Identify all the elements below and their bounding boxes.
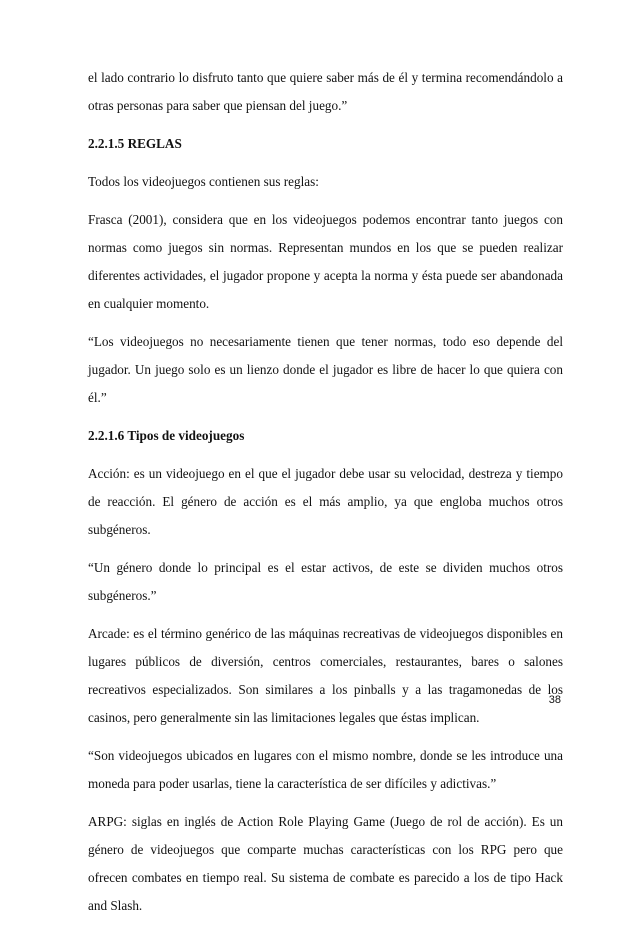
- page-number: 38: [548, 694, 561, 706]
- page-body: [88, 64, 563, 930]
- paragraph-frasca: Frasca (2001), considera que en los videojuegos podemos encontrar tanto juegos con normas como juegos sin normas. Representan mundos en los que se pueden realizar diferentes actividades, el jugador propone y acepta la norma y ésta puede ser abandonada en cualquier momento.: [88, 212, 563, 311]
- paragraph-reglas-intro: Todos los videojuegos contienen sus reglas:: [88, 174, 319, 189]
- section-heading-tipos: 2.2.1.6 Tipos de videojuegos: [88, 428, 245, 443]
- quote-normas: “Los videojuegos no necesariamente tienen que tener normas, todo eso depende del jugador. Un juego solo es un lienzo donde el jugador es libre de hacer lo que quiera con él.”: [88, 334, 563, 405]
- quote-accion: “Un género donde lo principal es el estar activos, de este se dividen muchos otros subgéneros.”: [88, 560, 563, 603]
- paragraph-continuation: el lado contrario lo disfruto tanto que quiere saber más de él y termina recomendándolo a otras personas para saber que piensan del juego.”: [88, 70, 563, 113]
- quote-arcade: “Son videojuegos ubicados en lugares con el mismo nombre, donde se les introduce una moneda para poder usarlas, tiene la característica de ser difíciles y adictivas.”: [88, 748, 563, 791]
- section-heading-reglas: 2.2.1.5 REGLAS: [88, 136, 182, 151]
- paragraph-arpg: ARPG: siglas en inglés de Action Role Playing Game (Juego de rol de acción). Es un género de videojuegos que comparte muchas características con los RPG pero que ofrecen combates en tiempo real. Su sistema de combate es parecido a los de tipo Hack and Slash.: [88, 814, 563, 913]
- paragraph-arcade: Arcade: es el término genérico de las máquinas recreativas de videojuegos disponibles en lugares públicos de diversión, centros comerciales, restaurantes, bares o salones recreativos especializados. Son similares a los pinballs y a las tragamonedas de los casinos, pero generalmente sin las limitaciones legales que éstas implican.: [88, 626, 563, 725]
- paragraph-accion: Acción: es un videojuego en el que el jugador debe usar su velocidad, destreza y tiempo de reacción. El género de acción es el más amplio, ya que engloba muchos otros subgéneros.: [88, 466, 563, 537]
